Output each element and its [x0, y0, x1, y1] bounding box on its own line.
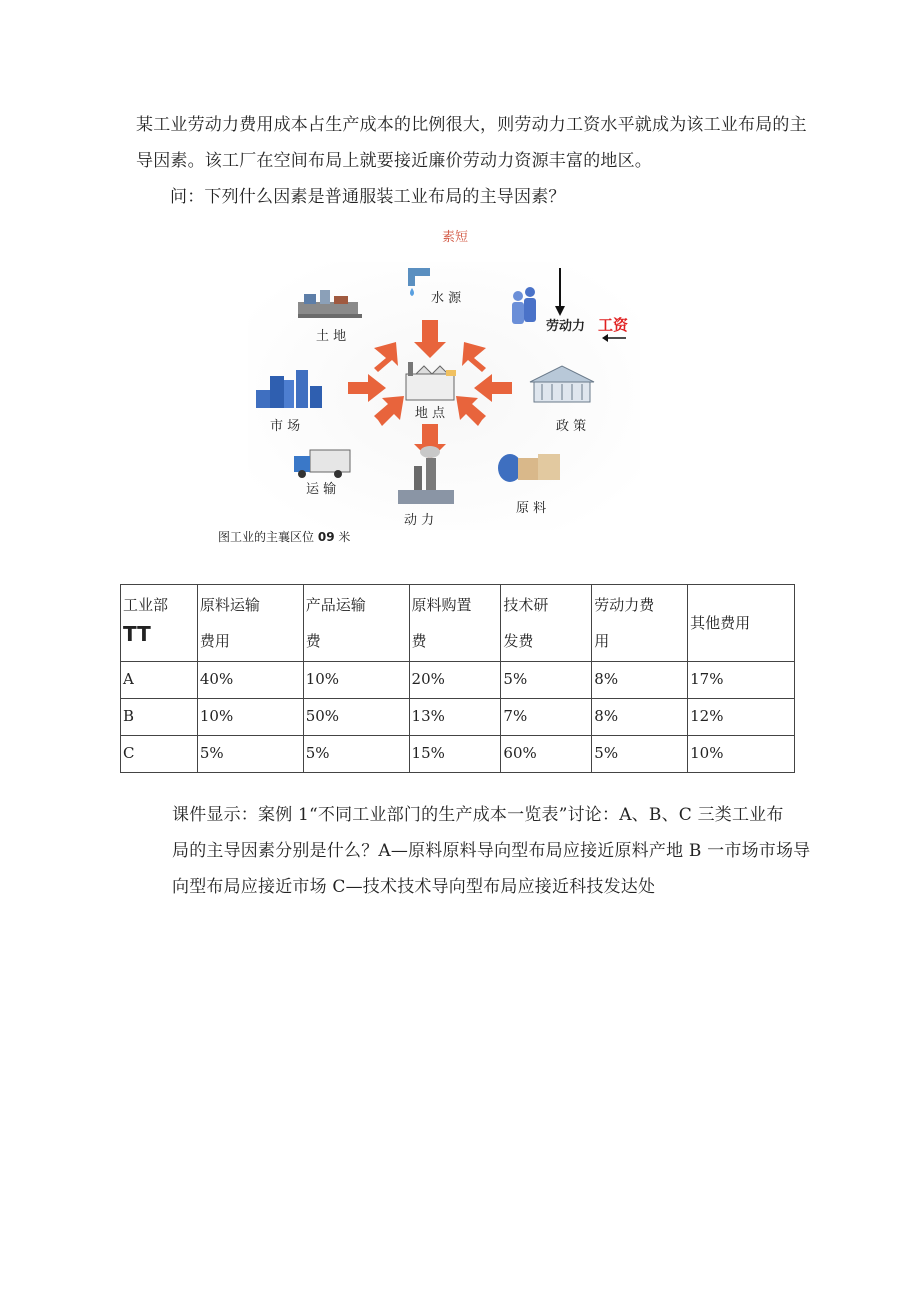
label-labor: 劳动力	[546, 319, 586, 334]
label-transport: 运 输	[306, 482, 337, 497]
header-other: 其他费用	[688, 585, 795, 662]
header-rd: 技术研 发费	[501, 585, 592, 662]
table-row: A 40% 10% 20% 5% 8% 17%	[121, 662, 795, 699]
header-labor: 劳动力费 用	[592, 585, 688, 662]
header-industry: 工业部 TT	[121, 585, 198, 662]
figure-red-caption: 素短	[442, 230, 469, 245]
label-water: 水 源	[431, 291, 462, 306]
discussion-line-3: 向型布局应接近市场 C—技术技术导向型布局应接近科技发达处	[172, 877, 656, 897]
production-cost-table	[120, 584, 795, 773]
header-product-transport: 产品运输 费	[303, 585, 409, 662]
question-text: 问：下列什么因素是普通服装工业布局的主导因素？	[170, 187, 566, 207]
figure-caption: 图工业的主襄区位 09 米	[218, 530, 351, 544]
label-wage: 工资	[597, 316, 628, 334]
table-row: B 10% 50% 13% 7% 8% 12%	[121, 699, 795, 736]
label-policy: 政 策	[556, 419, 587, 434]
paragraph-line-2: 导因素。该工厂在空间布局上就要接近廉价劳动力资源丰富的地区。	[136, 151, 652, 171]
paragraph-line-1: 某工业劳动力费用成本占生产成本的比例很大，则劳动力工资水平就成为该工业布局的主	[136, 115, 807, 135]
discussion-line-1: 课件显示：案例 1“不同工业部门的生产成本一览表”讨论：A、B、C 三类工业布	[172, 805, 784, 825]
table-header-row	[121, 585, 795, 662]
center-label: 地 点	[414, 406, 446, 421]
header-raw-purchase: 原料购置 费	[409, 585, 501, 662]
header-raw-transport: 原料运输 费用	[197, 585, 303, 662]
label-land: 土 地	[316, 329, 347, 344]
table-row: C 5% 5% 15% 60% 5% 10%	[121, 736, 795, 773]
label-power: 动 力	[404, 513, 435, 528]
label-market: 市 场	[270, 419, 301, 434]
location-factors-figure	[248, 262, 640, 530]
discussion-line-2: 局的主导因素分别是什么？A—原料原料导向型布局应接近原料产地 B 一市场市场导	[172, 841, 811, 861]
raw-material-icon	[498, 454, 560, 482]
label-material: 原 料	[516, 501, 547, 516]
